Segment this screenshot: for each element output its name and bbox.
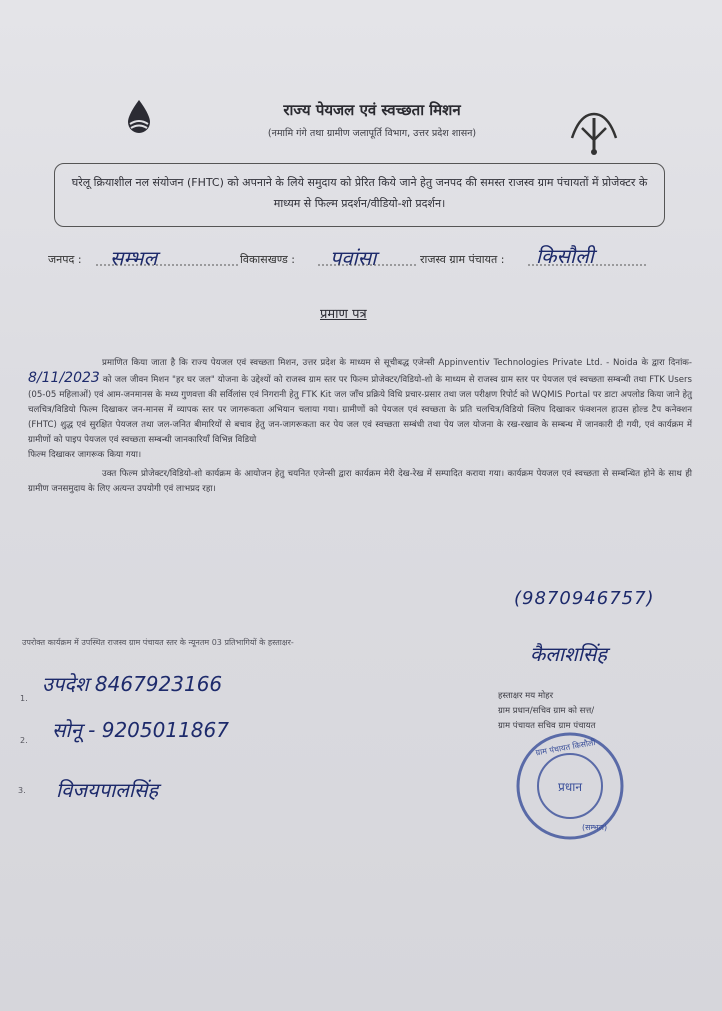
witness-number-2: 2. [20,736,28,745]
witness-3-signature: विजयपालसिंह [56,778,159,802]
location-fields [48,246,688,274]
witness-number-3: 3. [18,786,26,795]
field-underline [48,262,688,268]
header-title: राज्य पेयजल एवं स्वच्छता मिशन [283,101,461,119]
signatory-label-line3: ग्राम पंचायत सचिव ग्राम पंचायत [498,721,596,731]
panchayat-label: राजस्व ग्राम पंचायत : [420,253,505,266]
witness-2-signature: सोनू - 9205011867 [52,718,229,742]
seal-center-text: प्रधान [558,780,582,794]
seal-ring-top: ग्राम पंचायत किसौली [534,738,597,758]
district-label: जनपद : [48,253,82,266]
certificate-body [28,356,692,497]
body-paragraph-1-end: फिल्म दिखाकर जागरूक किया गया। [28,450,142,460]
seal-ring-bottom: (सम्भल) [582,823,608,832]
body-text-a: प्रमाणित किया जाता है कि राज्य पेयजल एवं स्वच्छता मिशन, उत्तर प्रदेश के माध्यम से सूचीबद्ध एजेन्सी Appinventiv Technologies Private Ltd. - Noida के द्वारा दिनांक- [102,358,692,368]
witness-note: उपरोक्त कार्यक्रम में उपस्थित राजस्व ग्राम पंचायत स्तर के न्यूनतम 03 प्रतिभागियों के हस्ताक्षर- [22,638,294,647]
certificate-date: 8/11/2023 [28,370,100,386]
body-paragraph-2: उक्त फिल्म प्रोजेक्टर/विडियो-शो कार्यक्रम के आयोजन हेतु चयनित एजेन्सी द्वारा कार्यक्रम मेरी देख-रेख में सम्पादित कराया गया। कार्यक्रम पेयजल एवं स्वच्छता से सम्बन्धित होने के साथ ही ग्रामीण जनसमुदाय के लिए अत्यन्त उपयोगी एवं लाभप्रद रहा। [28,469,692,494]
signatory-phone: (9870946757) [514,588,655,609]
header-subtitle: (नमामि गंगे तथा ग्रामीण जलापूर्ति विभाग, उत्तर प्रदेश शासन) [267,128,477,139]
district-value: सम्भल [110,246,158,270]
witness-1-signature: उपदेश 8467923166 [42,672,223,696]
block-label: विकासखण्ड : [240,253,296,266]
witness-number-1: 1. [20,694,28,703]
signatory-label-line1: हस्ताक्षर मय मोहर [498,691,554,701]
panchayat-seal-stamp [512,730,628,842]
water-drop-logo-icon [120,98,158,138]
certificate-title: प्रमाण पत्र [320,307,367,322]
signatory-label [498,689,678,734]
block-value: पवांसा [330,246,377,270]
body-text-b: को जल जीवन मिशन "हर घर जल" योजना के उद्देश्यों को राजस्व ग्राम स्तर पर फिल्म प्रोजेक्टर/विडियो-शो के माध्यम से राजस्व ग्राम स्तर पर पेयजल एवं स्वच्छता सम्बन्धी तथा FTK Users (05-05 महिलाओं) एवं आम-जनमानस के मध्य गुणवत्ता की सर्विलांस एवं निगरानी हेतु FTK Kit जल जाँच प्रक्रिये विधि प्रचार-प्रसार तथा जल परीक्षण रिपोर्ट को WQMIS Portal पर डाटा अपलोड किया जाने हेतु चलचित्र/विडियो फिल्म दिखाकर जन-मानस में व्यापक स्तर पर जागरूकता अभियान चलाया गया। ग्रामीणों को पेयजल एवं स्वच्छता के प्रति चलचित्र/विडियो क्लिप दिखाकर फंक्शनल हाउस होल्ड टैप कनेक्शन (FHTC) शुद्ध एवं सुरक्षित पेयजल तथा जल-जनित बीमारियों से बचाव हेतु जन-जागरूकता कर पेय जल एवं स्वच्छता सम्बंधी तथा पेय जल योजना के रख-रखाव के सम्बन्ध में जानकारी दी गयी, एवं कार्यक्रम में ग्रामीणों को पाइप पेयजल एवं स्वच्छता सम्बन्धी जानकारियाँ विभिन्न विडियो [28,375,692,445]
signatory-signature: कैलाशसिंह [530,642,608,666]
signatory-label-line2: ग्राम प्रधान/सचिव ग्राम को सत्त/ [498,706,595,716]
panchayat-value: किसौली [536,244,594,268]
emblem-logo-icon [566,108,622,158]
scheme-description-box: घरेलू क्रियाशील नल संयोजन (FHTC) को अपनाने के लिये समुदाय को प्रेरित किये जाने हेतु जनपद की समस्त राजस्व ग्राम पंचायतों में प्रोजेक्टर के माध्यम से फिल्म प्रदर्शन/वीडियो-शो प्रदर्शन। [54,163,665,227]
body-paragraph-1 [28,356,692,448]
